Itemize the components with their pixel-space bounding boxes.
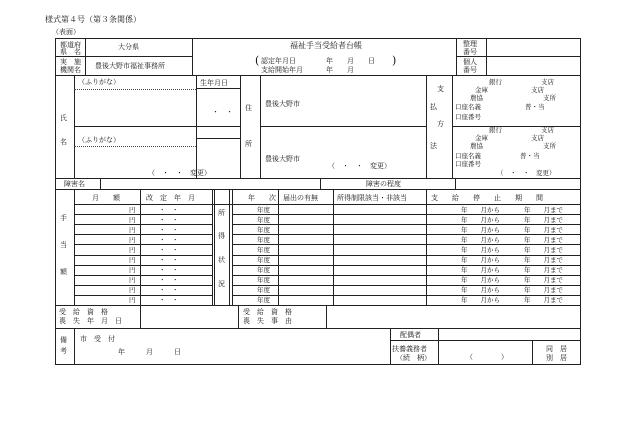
pref-value: 大分県 [118, 43, 139, 51]
yen-cell: 円 [129, 256, 136, 264]
suspend-from-cell: 年 月から [461, 216, 500, 224]
year-cell: 年度 [257, 236, 270, 244]
change-note-2: （ ・ ・ 変更） [328, 162, 391, 170]
year-cell: 年度 [257, 256, 270, 264]
loss-reason-label: 受 給 資 格 [243, 308, 292, 316]
month-amount-header: 月 額 [92, 194, 120, 202]
revise-cell: ・ ・ [159, 246, 179, 254]
year-cell: 年度 [257, 226, 270, 234]
suspend-to-cell: 年 月まで [524, 266, 563, 274]
revise-header: 改 定 年 月 [146, 194, 195, 202]
yen-cell: 円 [129, 246, 136, 254]
pref-label: 都道府 [60, 41, 81, 49]
revise-cell: ・ ・ [159, 256, 179, 264]
cert-ymd: 年 月 日 [326, 57, 375, 65]
relation-paren: （ ） [466, 353, 508, 361]
start-ym: 年 月 [326, 66, 354, 74]
suspend-to-cell: 年 月まで [524, 236, 563, 244]
limit-header: 所得制限該当・非該当 [337, 194, 407, 202]
yen-cell: 円 [129, 266, 136, 274]
form-number: 様式第４号（第３条関係） [45, 15, 141, 24]
revise-cell: ・ ・ [159, 266, 179, 274]
spouse-label: 配偶者 [400, 331, 421, 339]
suspend-to-cell: 年 月まで [524, 276, 563, 284]
suspend-to-cell: 年 月まで [524, 296, 563, 304]
suspend-from-cell: 年 月から [461, 226, 500, 234]
yen-cell: 円 [129, 216, 136, 224]
form-title: 福祉手当受給者台帳 [290, 41, 362, 50]
admin-number-label: 整理 [463, 40, 477, 48]
address-label: 住 [245, 104, 252, 112]
suspend-from-cell: 年 月から [461, 296, 500, 304]
suspend-to-cell: 年 月まで [524, 206, 563, 214]
suspend-from-cell: 年 月から [461, 286, 500, 294]
agency-value: 豊後大野市福祉事務所 [95, 62, 165, 70]
received-date: 年 月 日 [118, 348, 181, 356]
year-cell: 年度 [257, 286, 270, 294]
year-cell: 年度 [257, 266, 270, 274]
yen-cell: 円 [129, 226, 136, 234]
furigana-1: （ふりがな） [78, 78, 120, 86]
year-cell: 年度 [257, 216, 270, 224]
suspend-to-cell: 年 月まで [524, 216, 563, 224]
furigana-2: （ふりがな） [78, 136, 120, 144]
disability-name-label: 障害名 [64, 180, 85, 188]
start-label: 支給開始年月 [261, 66, 303, 74]
suspend-from-cell: 年 月から [461, 206, 500, 214]
suspend-from-cell: 年 月から [461, 256, 500, 264]
birth-dots: ・ ・ [212, 108, 233, 116]
year-header: 年 次 [248, 194, 276, 202]
revise-cell: ・ ・ [159, 226, 179, 234]
year-cell: 年度 [257, 206, 270, 214]
suspend-to-cell: 年 月まで [524, 256, 563, 264]
year-cell: 年度 [257, 276, 270, 284]
yen-cell: 円 [129, 286, 136, 294]
year-cell: 年度 [257, 246, 270, 254]
revise-cell: ・ ・ [159, 276, 179, 284]
personal-number-label: 個人 [463, 58, 477, 66]
agency-label: 実 施 [60, 58, 81, 66]
yen-cell: 円 [129, 276, 136, 284]
cert-label: 認定年月日 [261, 57, 296, 65]
revise-cell: ・ ・ [159, 216, 179, 224]
suspend-to-cell: 年 月まで [524, 226, 563, 234]
year-cell: 年度 [257, 296, 270, 304]
name-label: 氏 [60, 114, 67, 122]
suspend-to-cell: 年 月まで [524, 246, 563, 254]
address-value-2: 豊後大野市 [265, 155, 300, 163]
revise-cell: ・ ・ [159, 296, 179, 304]
same-residence: 同 居 [546, 345, 567, 353]
suspend-header: 支 給 停 止 期 間 [431, 194, 543, 202]
received-label: 市 受 付 [80, 335, 115, 343]
address-value-1: 豊後大野市 [265, 100, 300, 108]
yen-cell: 円 [129, 236, 136, 244]
suspend-from-cell: 年 月から [461, 266, 500, 274]
supporter-label: 扶養義務者 [392, 345, 427, 353]
revise-cell: ・ ・ [159, 286, 179, 294]
loss-date-label: 受 給 資 格 [59, 308, 108, 316]
side-label: （表面） [52, 28, 80, 36]
separate-residence: 別 居 [546, 354, 567, 362]
revise-cell: ・ ・ [159, 236, 179, 244]
suspend-from-cell: 年 月から [461, 236, 500, 244]
report-header: 届出の有無 [283, 194, 318, 202]
suspend-from-cell: 年 月から [461, 276, 500, 284]
yen-cell: 円 [129, 296, 136, 304]
change-note-1: （ ・ ・ 変更） [148, 169, 211, 177]
yen-cell: 円 [129, 206, 136, 214]
suspend-to-cell: 年 月まで [524, 286, 563, 294]
revise-cell: ・ ・ [159, 206, 179, 214]
birth-label: 生年月日 [200, 79, 228, 87]
suspend-from-cell: 年 月から [461, 246, 500, 254]
disability-degree-label: 障害の程度 [366, 180, 401, 188]
